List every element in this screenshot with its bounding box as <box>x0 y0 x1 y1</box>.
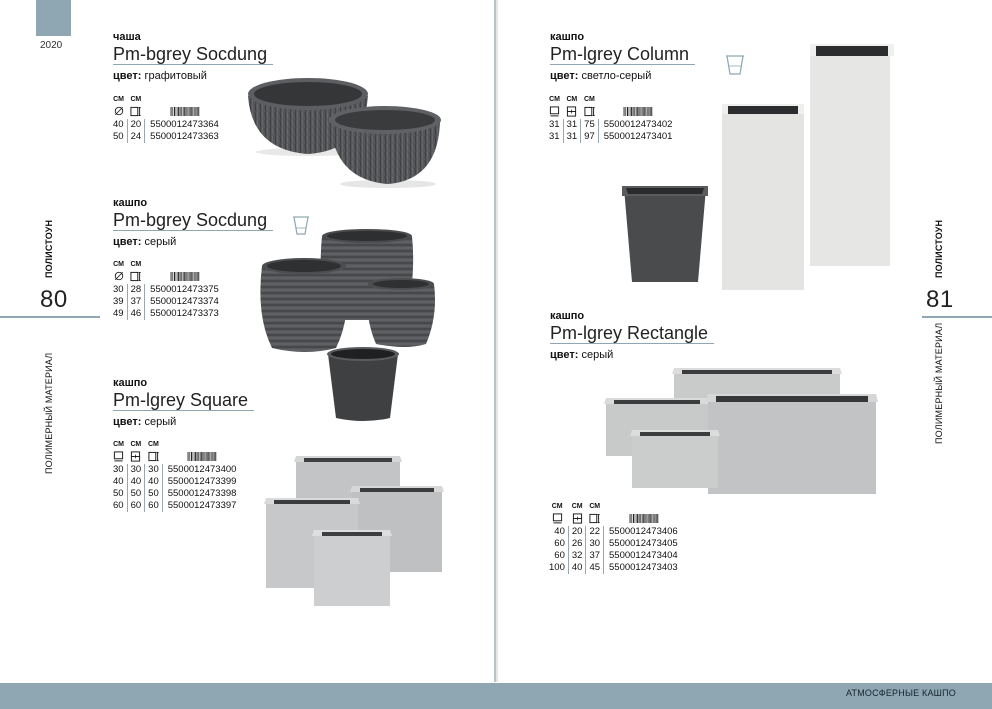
rectangle-photo <box>604 366 880 496</box>
height-icon <box>130 106 141 117</box>
product-kind: чаша <box>113 31 141 43</box>
product-name: Pm-lgrey Column <box>550 44 695 65</box>
spec-table-planter-socdung-grey: СМ СМ 30 28 5500012473375 39 37 5500012473374 49 46 5500012473373 <box>110 260 222 320</box>
year-label: 2020 <box>40 40 63 51</box>
right-side-category: ПОЛИСТОУН <box>934 219 944 278</box>
table-row: 31 31 75 5500012473402 <box>546 119 675 131</box>
table-row: 30 30 30 5500012473400 <box>110 464 239 476</box>
product-name: Pm-lgrey Rectangle <box>550 323 714 344</box>
right-side-material: ПОЛИМЕРНЫЙ МАТЕРИАЛ <box>934 322 944 444</box>
width-icon <box>552 513 563 524</box>
diameter-icon <box>114 271 124 281</box>
height-icon <box>589 513 600 524</box>
square-planter-photo <box>264 452 448 610</box>
table-row: 60 26 30 5500012473405 <box>546 538 681 550</box>
table-row: 40 40 40 5500012473399 <box>110 476 239 488</box>
right-page-marker-line <box>922 316 992 318</box>
product-planter-socdung-grey <box>113 197 273 249</box>
table-row: 60 32 37 5500012473404 <box>546 550 681 562</box>
bowl-graphite-photo <box>244 72 444 190</box>
diameter-icon <box>114 106 124 116</box>
spec-table-column: СМ СМ СМ 31 31 75 5500012473402 31 31 97 5500012473401 <box>546 95 675 143</box>
product-name: Pm-bgrey Socdung <box>113 210 273 231</box>
product-color: цвет: серый <box>113 416 177 428</box>
left-side-material: ПОЛИМЕРНЫЙ МАТЕРИАЛ <box>44 352 54 474</box>
footer-bar <box>0 683 992 709</box>
product-name: Pm-lgrey Square <box>113 390 254 411</box>
column-photo <box>618 40 898 292</box>
left-side-category: ПОЛИСТОУН <box>44 219 54 278</box>
right-page-number: 81 <box>926 286 954 313</box>
barcode-icon <box>627 514 661 523</box>
table-row: 30 28 5500012473375 <box>110 284 222 296</box>
height-icon <box>148 451 159 462</box>
depth-icon <box>566 106 577 117</box>
table-row: 40 20 22 5500012473406 <box>546 526 681 538</box>
page-spine-shadow <box>496 0 498 682</box>
spec-table-rectangle: СМ СМ СМ 40 20 22 5500012473406 60 26 30 5500012473405 60 32 37 5500012473404 100 40 45 5500012473403 <box>546 502 681 574</box>
barcode-icon <box>168 272 202 281</box>
spec-table-bowl-graphite: СМ СМ 40 20 5500012473364 50 24 5500012473363 <box>110 95 222 143</box>
barcode-icon <box>185 452 219 461</box>
product-color: цвет: серый <box>113 236 177 248</box>
product-color: цвет: серый <box>550 349 614 361</box>
depth-icon <box>572 513 583 524</box>
footer-title: АТМОСФЕРНЫЕ КАШПО <box>846 688 956 698</box>
table-row: 40 20 5500012473364 <box>110 119 222 131</box>
product-color: цвет: графитовый <box>113 70 207 82</box>
product-kind: кашпо <box>113 197 148 209</box>
width-icon <box>113 451 124 462</box>
spec-table-square-planter: СМ СМ СМ 30 30 30 5500012473400 40 40 40 5500012473399 50 50 50 5500012473398 60 60 60 5500012473397 <box>110 440 239 512</box>
product-square-planter <box>113 377 254 429</box>
left-page-marker-line <box>0 316 100 318</box>
height-icon <box>130 271 141 282</box>
table-row: 100 40 45 5500012473403 <box>546 562 681 574</box>
table-row: 50 24 5500012473363 <box>110 131 222 143</box>
table-row: 31 31 97 5500012473401 <box>546 131 675 143</box>
table-row: 50 50 50 5500012473398 <box>110 488 239 500</box>
product-name: Pm-bgrey Socdung <box>113 44 273 65</box>
product-kind: кашпо <box>550 310 585 322</box>
product-color: цвет: светло-серый <box>550 70 652 82</box>
table-row: 39 37 5500012473374 <box>110 296 222 308</box>
table-row: 60 60 60 5500012473397 <box>110 500 239 512</box>
depth-icon <box>130 451 141 462</box>
product-rectangle <box>550 310 714 362</box>
product-kind: кашпо <box>113 377 148 389</box>
year-tab <box>36 0 71 36</box>
planter-socdung-grey-photo <box>256 226 442 426</box>
product-kind: кашпо <box>550 31 585 43</box>
table-row: 49 46 5500012473373 <box>110 308 222 320</box>
width-icon <box>549 106 560 117</box>
height-icon <box>584 106 595 117</box>
left-page-number: 80 <box>40 286 68 313</box>
barcode-icon <box>168 107 202 116</box>
